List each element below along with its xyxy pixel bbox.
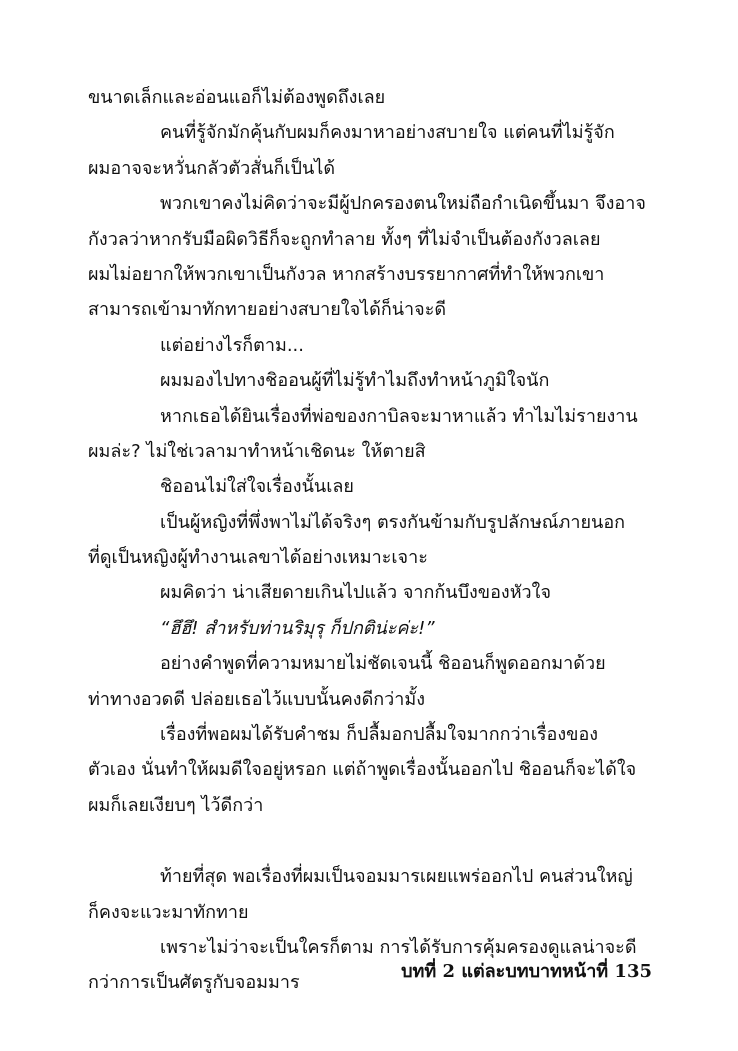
paragraph-start: ผมมองไปทางชิออนผู้ที่ไม่รู้ทำไมถึงทำหน้าภูมิใจนัก (160, 370, 550, 392)
body-text (88, 80, 653, 1001)
text-line: กว่าการเป็นศัตรูกับจอมมาร (88, 972, 300, 994)
paragraph-start: แต่อย่างไรก็ตาม... (160, 334, 304, 356)
paragraph-start: ชิออนไม่ใส่ใจเรื่องนั้นเลย (160, 476, 354, 498)
text-line: ท่าทางอวดดี ปล่อยเธอไว้แบบนั้นคงดีกว่ามั้ง (88, 688, 426, 710)
text-line: ผมล่ะ? ไม่ใช่เวลามาทำหน้าเชิดนะ ให้ตายสิ (88, 440, 426, 462)
text-line: ผมไม่อยากให้พวกเขาเป็นกังวล หากสร้างบรรยากาศที่ทำให้พวกเขา (88, 263, 605, 285)
paragraph-start: เรื่องที่พอผมได้รับคำชม ก็ปลื้มอกปลื้มใจมากกว่าเรื่องของ (160, 724, 599, 746)
text-line: สามารถเข้ามาทักทายอย่างสบายใจได้ก็น่าจะดี (88, 299, 447, 321)
text-line: ก็คงจะแวะมาทักทาย (88, 901, 249, 923)
text-line: ตัวเอง นั่นทำให้ผมดีใจอยู่หรอก แต่ถ้าพูดเรื่องนั้นออกไป ชิออนก็จะได้ใจ (88, 759, 637, 781)
paragraph-start: พวกเขาคงไม่คิดว่าจะมีผู้ปกครองตนใหม่ถือกำเนิดขึ้นมา จึงอาจ (160, 193, 646, 215)
paragraph-start: หากเธอได้ยินเรื่องที่พ่อของกาบิลจะมาหาแล้ว ทำไมไม่รายงาน (160, 405, 638, 427)
paragraph-start: ท้ายที่สุด พอเรื่องที่ผมเป็นจอมมารเผยแพร่ออกไป คนส่วนใหญ่ (160, 866, 633, 888)
text-line: ผมอาจจะหวั่นกลัวตัวสั่นก็เป็นได้ (88, 157, 336, 179)
text-line: ที่ดูเป็นหญิงผู้ทำงานเลขาได้อย่างเหมาะเจาะ (88, 547, 428, 569)
paragraph-start: ผมคิดว่า น่าเสียดายเกินไปแล้ว จากก้นบึงของหัวใจ (160, 582, 551, 604)
text-line: ขนาดเล็กและอ่อนแอก็ไม่ต้องพูดถึงเลย (88, 87, 386, 108)
dialogue-line: “ฮึฮึ! สำหรับท่านริมุรุ ก็ปกติน่ะค่ะ!” (160, 617, 435, 639)
section-break (88, 823, 653, 859)
paragraph-start: เพราะไม่ว่าจะเป็นใครก็ตาม การได้รับการคุ้มครองดูแลน่าจะดี (160, 936, 637, 958)
paragraph-start: อย่างคำพูดที่ความหมายไม่ชัดเจนนี้ ชิออนก็พูดออกมาด้วย (160, 653, 606, 675)
text-line: ผมก็เลยเงียบๆ ไว้ดีกว่า (88, 794, 264, 816)
text-line: กังวลว่าหากรับมือผิดวิธีก็จะถูกทำลาย ทั้งๆ ที่ไม่จำเป็นต้องกังวลเลย (88, 228, 601, 250)
paragraph-start: เป็นผู้หญิงที่พึ่งพาไม่ได้จริงๆ ตรงกันข้ามกับรูปลักษณ์ภายนอก (160, 511, 626, 533)
paragraph-start: คนที่รู้จักมักคุ้นกับผมก็คงมาหาอย่างสบายใจ แต่คนที่ไม่รู้จัก (160, 122, 615, 144)
running-footer: บทที่ 2 แต่ละบทบาทหน้าที่ 135 (401, 961, 652, 982)
